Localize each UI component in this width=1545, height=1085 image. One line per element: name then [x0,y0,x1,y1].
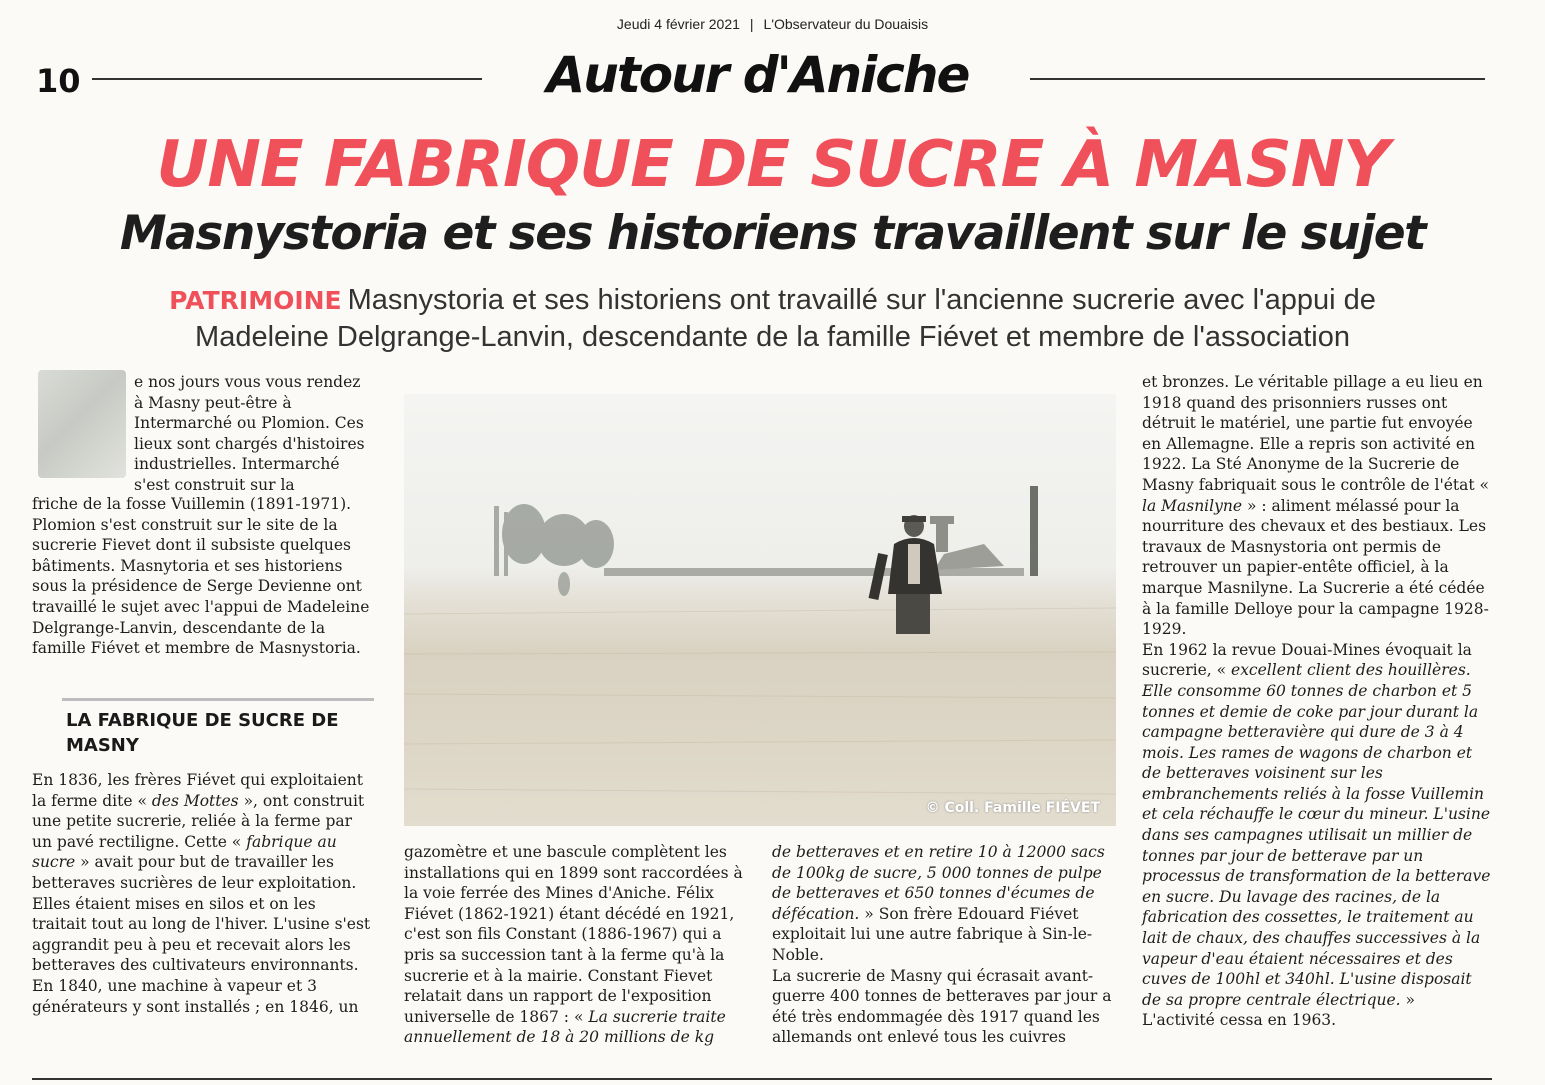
col3-quote: de betteraves et en retire 10 à 12000 sacs de 100kg de sucre, 5 000 tonnes de pulpe de betteraves et 650 tonnes d'écumes de défécation. [772,843,1105,923]
section-subtitle: LA FABRIQUE DE SUCRE DE MASNY [66,710,339,756]
lead-paragraph-part1 [134,372,374,496]
col2-quote: La sucrerie traite annuellement de 18 à 20 millions de kg [404,1007,726,1047]
lead-paragraph-part2 [32,494,374,659]
column-4-body [1142,372,1492,1031]
col1-em-1: des Mottes [151,791,239,810]
lead-text-1: e nos jours vous vous rendez à Masny peut-être à Intermarché ou Plomion. Ces lieux sont chargés d'histoires industrielles. Intermarché s'est construit sur la [134,373,365,494]
col1-text-c: » avait pour but de travailler les betteraves sucrières de leur exploitation. Elles étaient mises en silos et on les traitait tout au long de l'hiver. L'usine s'est aggrandit peu à peu et recevait alors les betteraves des cultivateurs environnants. [32,853,371,975]
col1-em-2: fabrique au sucre [32,832,337,872]
lead-text-2: friche de la fosse Vuillemin (1891-1971). Plomion s'est construit sur le site de la sucrerie Fievet dont il subsiste quelques bâtiments. Masnytoria et ses historiens sous la présidence de Serge Devienne ont travaillé le sujet avec l'appui de Madeleine Delgrange-Lanvin, descendante de la famille Fiévet et membre de Masnystoria. [32,495,370,658]
col4-text-b: » : aliment mélassé pour la nourriture des chevaux et des bestiaux. Les travaux de Masnystoria ont permis de retrouver un papier-entête officiel, à la marque Masnilyne. La Sucrerie a été cédée à la famille Delloye pour la campagne 1928-1929. [1142,496,1489,639]
newspaper-name: L'Observateur du Douaisis [763,16,929,32]
col4-paragraph-1 [1142,372,1492,640]
kicker: PATRIMOINE [169,286,342,315]
col4-em: la Masnilyne [1142,496,1243,515]
headline: UNE FABRIQUE DE SUCRE À MASNY [156,128,1389,202]
dateline [0,16,1545,32]
col1-text-a: En 1836, les frères Fiévet qui exploitaient la ferme dite « [32,771,363,810]
publication-date: Jeudi 4 février 2021 [616,16,740,32]
col1-text-b: », ont construit une petite sucrerie, reliée à la ferme par un pavé rectiligne. Cette « [32,791,365,851]
col4-text-a: et bronzes. Le véritable pillage a eu lieu en 1918 quand des prisonniers russes ont détruit le matériel, une partie fut envoyée en Allemagne. Elle a repris son activité en 1922. La Sté Anonyme de la Sucrerie de Masny fabriquait sous le contrôle de l'état « [1142,373,1490,494]
chapo-line1: Masnystoria et ses historiens ont travaillé sur l'ancienne sucrerie avec l'appui de [347,284,1376,316]
article-photo [404,394,1116,826]
subheadline: Masnystoria et ses historiens travaillent sur le sujet [119,206,1426,261]
chapo-line2: Madeleine Delgrange-Lanvin, descendante de la famille Fiévet et membre de l'association [195,321,1350,353]
page-bottom-rule [32,1078,1492,1080]
column-3-body [772,842,1116,1048]
chapo [40,282,1505,355]
col3-paragraph-2: La sucrerie de Masny qui écrasait avant-guerre 400 tonnes de betteraves par jour a été très endommagée dès 1917 quand les allemands ont enlevé tous les cuivres [772,966,1112,1047]
col4-quote: excellent client des houillères. Elle consomme 60 tonnes de charbon et 5 tonnes et demie de coke par jour durant la campagne betteravière qui dure de 3 à 4 mois. Les rames de wagons de charbon et de betteraves voisinent sur les embranchements reliés à la fosse Vuillemin et cela réchauffe le cœur du mineur. L'usine dans ses campagnes utilisait un millier de tonnes par jour de betterave par un processus de transformation de la betterave en sucre. Du lavage des racines, de la fabrication des cossettes, le traitement au lait de chaux, des chauffes successives à la vapeur d'eau étaient nécessaires et des cuves de 100hl et 340hl. L'usine disposait de sa propre centrale électrique. [1142,661,1491,1009]
section-title: Autour d'Aniche [546,46,969,104]
dropcap-image [38,370,126,478]
col4-text-d: » L'activité cessa en 1963. [1142,990,1416,1030]
photo-credit: © Coll. Famille FIÉVET [925,800,1100,816]
col4-paragraph-2 [1142,640,1492,1031]
page-number: 10 [36,62,81,100]
column-1-body [32,770,374,1017]
col3-paragraph-1 [772,842,1116,966]
header-rule-right [1030,78,1485,80]
subtitle-divider [62,698,374,701]
col1-paragraph-2: En 1840, une machine à vapeur et 3 générateurs y sont installés ; en 1846, un [32,976,359,1016]
col2-text: gazomètre et une bascule complètent les installations qui en 1899 sont raccordées à la voie ferrée des Mines d'Aniche. Félix Fiévet (1862-1921) étant décédé en 1921, c'est son fils Constant (1886-1967) qui a pris sa succession tant à la ferme qu'à la sucrerie et à la mairie. Constant Fievet relatait dans un rapport de l'exposition universelle de 1867 : « [404,843,743,1026]
column-2-body [404,842,744,1048]
col3-text: » Son frère Edouard Fiévet exploitait lui une autre fabrique à Sin-le-Noble. [772,904,1093,964]
col4-text-c: En 1962 la revue Douai-Mines évoquait la sucrerie, « [1142,640,1472,680]
col2-paragraph [404,842,744,1048]
dateline-separator: | [749,16,754,32]
col1-paragraph-1 [32,770,374,976]
header-rule-left [92,78,482,80]
